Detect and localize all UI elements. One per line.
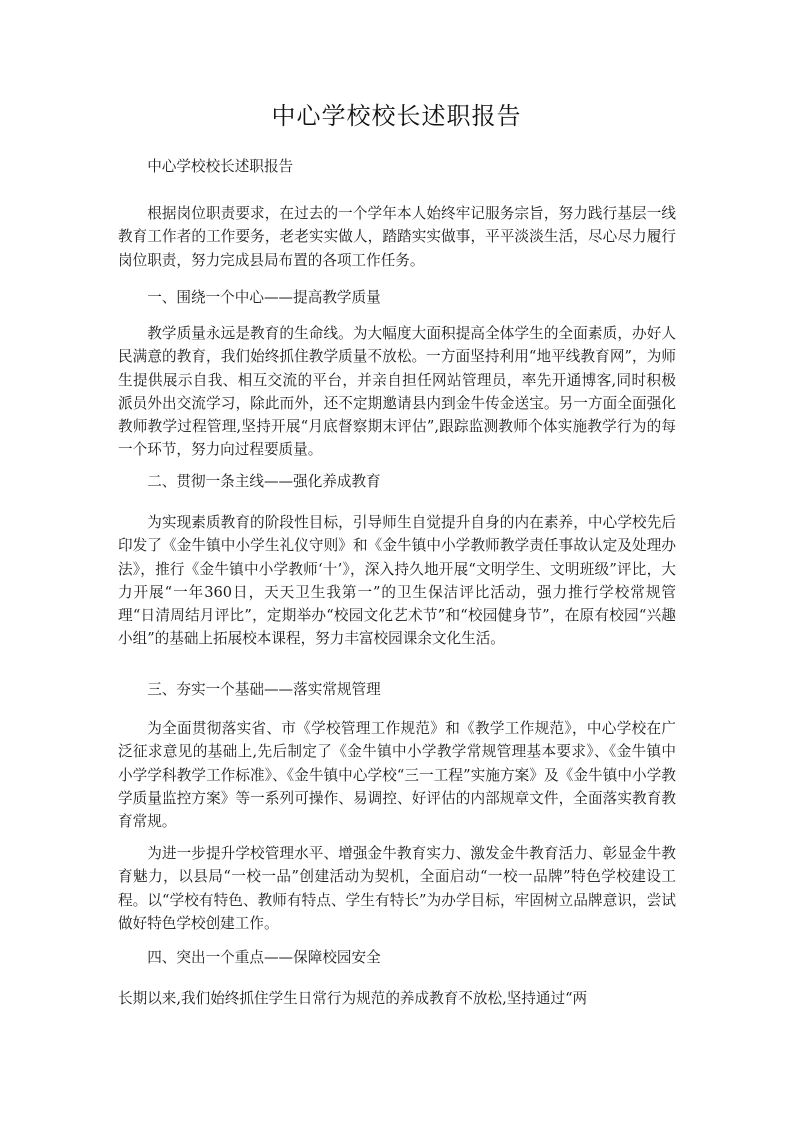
paragraph-section-3: 为全面贯彻落实省、市《学校管理工作规范》和《教学工作规范》，中心学校在广泛征求意见的基础上,先后制定了《金牛镇中小学教学常规管理基本要求》、《金牛镇中小学学科教学工作标准》、《金牛镇中心学校“三一工程”实施方案》及《金牛镇中小学教学质量监控方案》等一系列可操作、易调控、好评估的内部规章文件，全面落实教育教育常规。 [118, 720, 676, 831]
paragraph-section-2: 为实现素质教育的阶段性目标，引导师生自觉提升自身的内在素养，中心学校先后印发了《金牛镇中小学生礼仪守则》和《金牛镇中小学教师教学责任事故认定及处理办法》，推行《金牛镇中小学教师‘十’》，深入持久地开展“文明学生、文明班级”评比，大力开展“一年360日，天天卫生我第一”的卫生保洁评比活动，强力推行学校常规管理“日清周结月评比”，定期举办“校园文化艺术节”和“校园健身节”，在原有校园“兴趣小组”的基础上拓展校本课程，努力丰富校园课余文化生活。 [118, 514, 676, 648]
paragraph-section-3b: 为进一步提升学校管理水平、增强金牛教育实力、激发金牛教育活力、彰显金牛教育魅力，以县局“一校一品”创建活动为契机，全面启动“一校一品牌”特色学校建设工程。以“学校有特色、教师有特点、学生有特长”为办学目标，牢固树立品牌意识，尝试做好特色学校创建工作。 [118, 845, 676, 932]
section-heading-3: 三、夯实一个基础——落实常规管理 [147, 681, 381, 698]
section-heading-2: 二、贯彻一条主线——强化养成教育 [147, 473, 381, 490]
paragraph-section-4: 长期以来,我们始终抓住学生日常行为规范的养成教育不放松,坚持通过“两 [118, 990, 588, 1007]
section-heading-1: 一、围绕一个中心——提高教学质量 [147, 289, 381, 306]
paragraph-section-1: 教学质量永远是教育的生命线。为大幅度大面积提高全体学生的全面素质，办好人民满意的教育，我们始终抓住教学质量不放松。一方面坚持利用“地平线教育网”，为师生提供展示自我、相互交流的平台，并亲自担任网站管理员，率先开通博客,同时积极派员外出交流学习，除此而外，还不定期邀请县内到金牛传金送宝。另一方面全面强化教师教学过程管理,坚持开展“月底督察期末评估”,跟踪监测教师个体实施教学行为的每一个环节，努力向过程要质量。 [118, 325, 676, 459]
paragraph-intro: 根据岗位职责要求，在过去的一个学年本人始终牢记服务宗旨，努力践行基层一线教育工作者的工作要务，老老实实做人，踏踏实实做事，平平淡淡生活，尽心尽力履行岗位职责，努力完成县局布置的各项工作任务。 [118, 205, 676, 269]
document-title: 中心学校校长述职报告 [271, 102, 522, 130]
section-heading-4: 四、突出一个重点——保障校园安全 [147, 949, 381, 966]
document-subtitle: 中心学校校长述职报告 [147, 158, 294, 175]
